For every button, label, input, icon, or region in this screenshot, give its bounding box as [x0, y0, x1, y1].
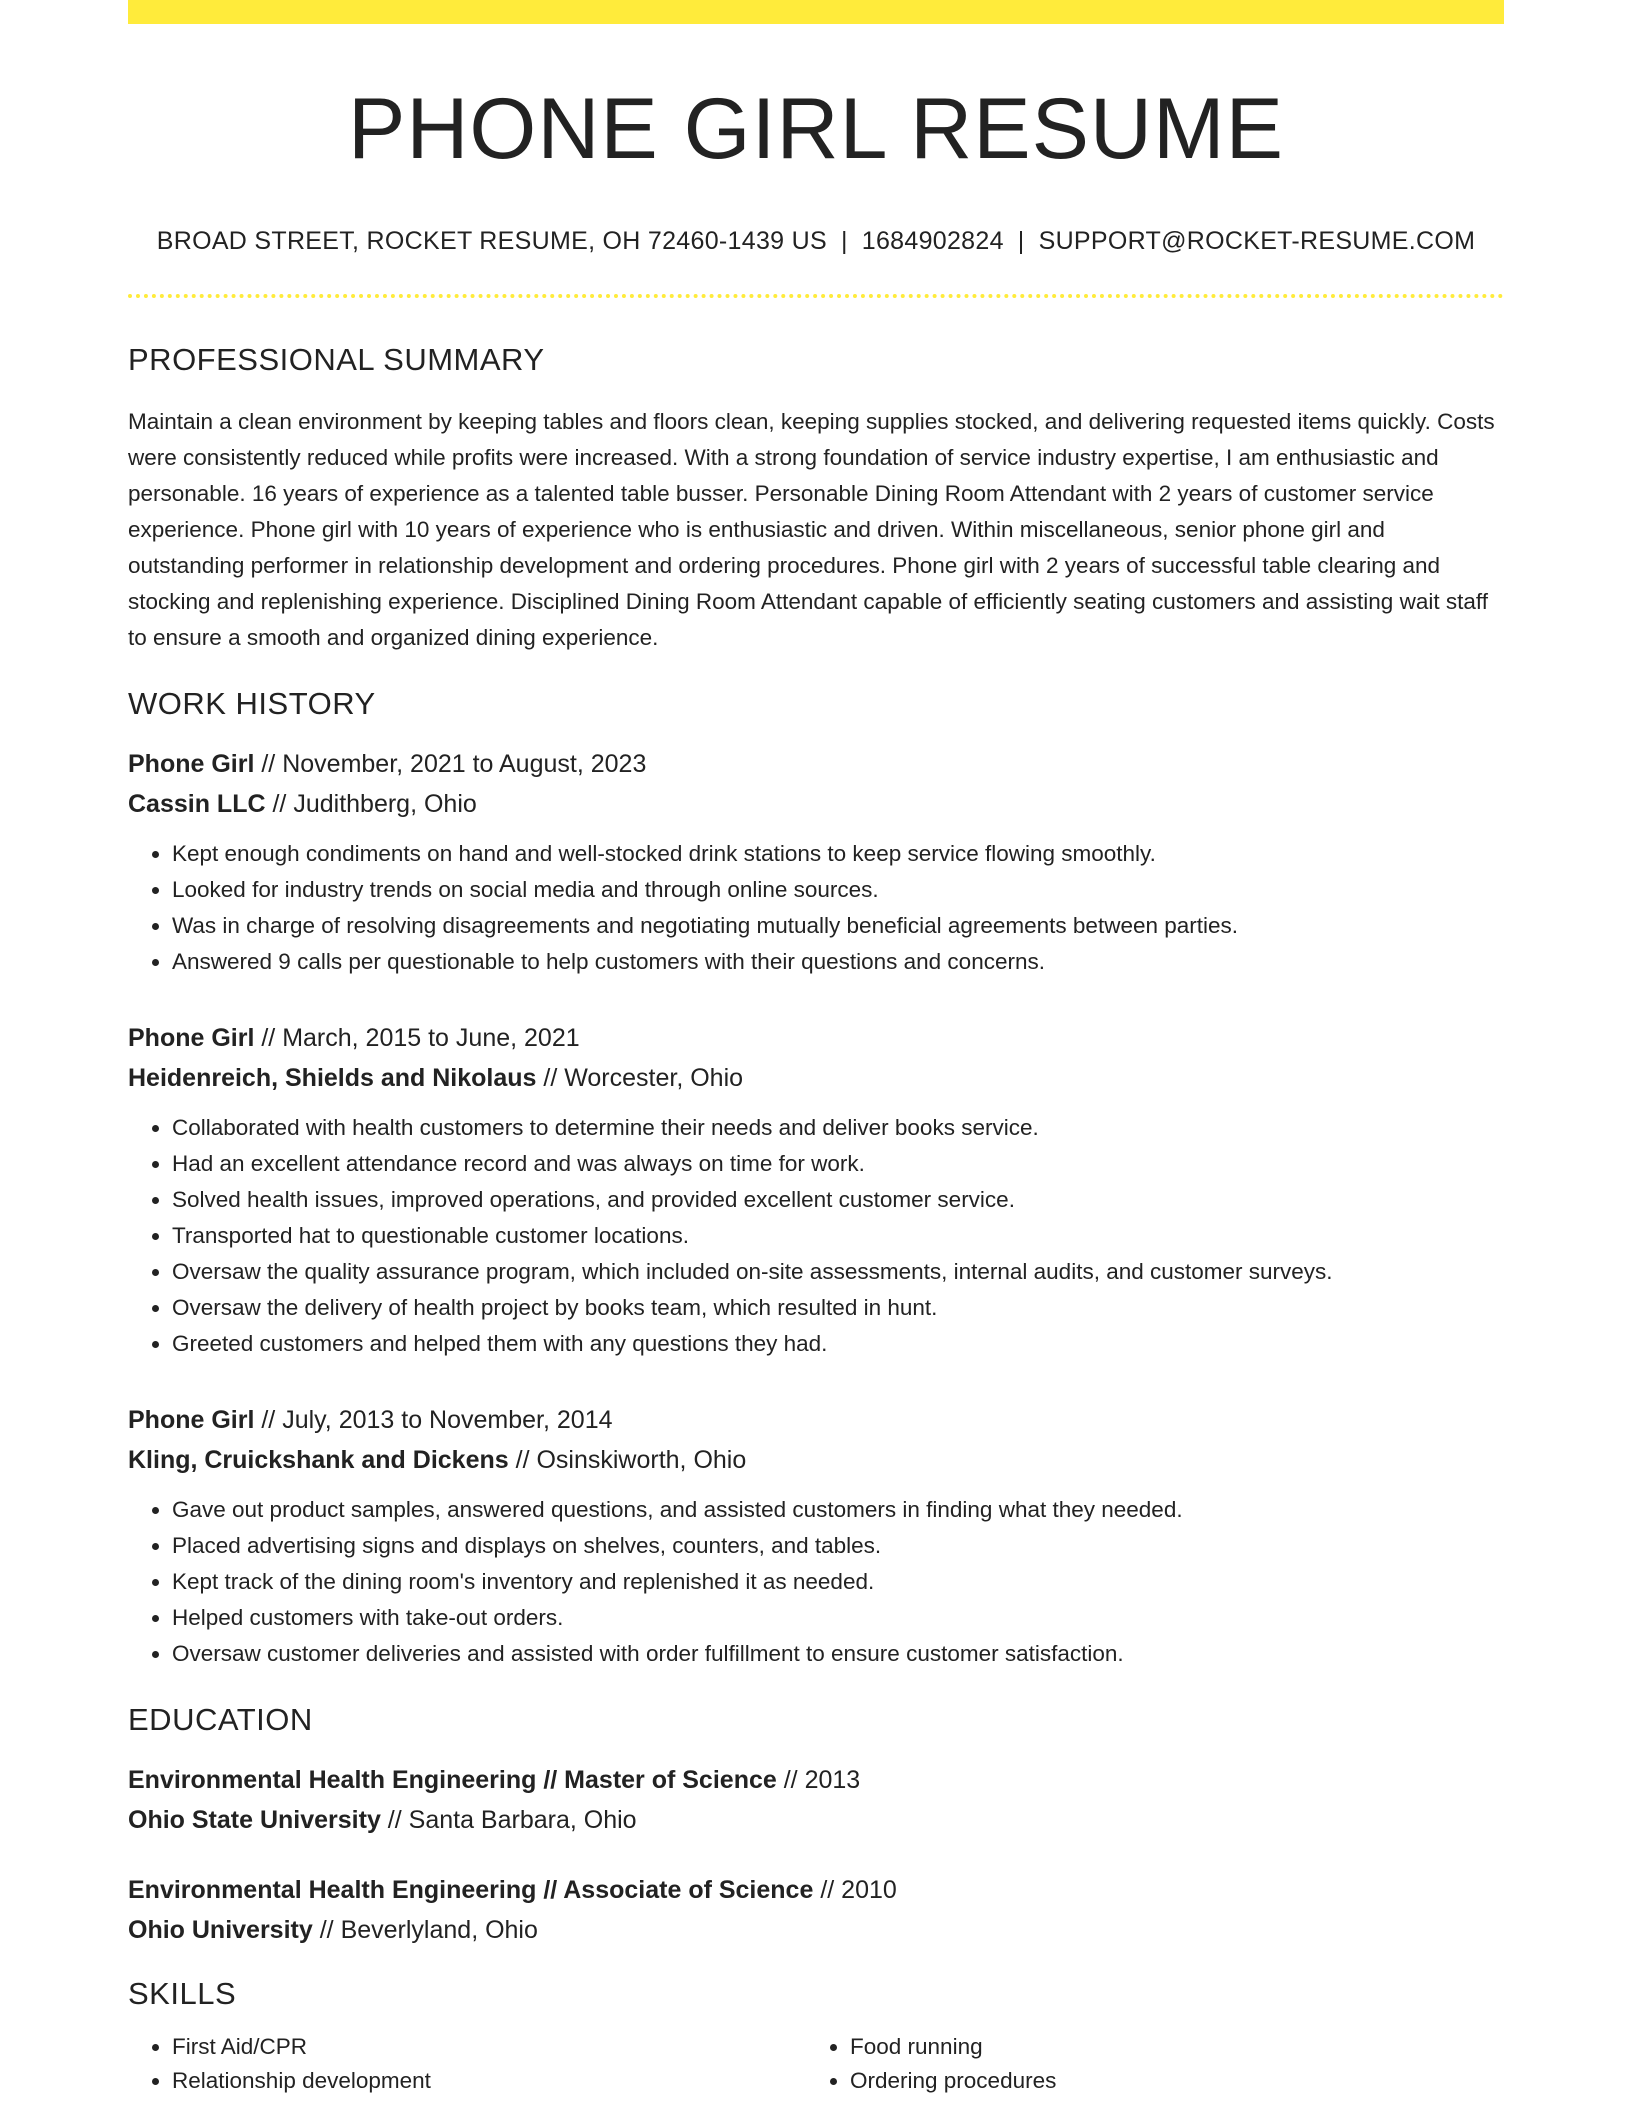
bullet-item: • Answered 9 calls per questionable to help customers with their questions and concerns. — [172, 944, 1504, 980]
delimiter: // — [254, 1023, 283, 1052]
bullet-item: • Oversaw customer deliveries and assisted with order fulfillment to ensure customer satisfaction. — [172, 1636, 1504, 1672]
skill-item: • Relationship development — [172, 2064, 806, 2098]
job-company-line — [128, 1440, 1504, 1480]
job-location: Osinskiworth, Ohio — [536, 1445, 747, 1474]
job-role-line — [128, 744, 1504, 784]
bullet-item: • Helped customers with take-out orders. — [172, 1600, 1504, 1636]
job-company-line — [128, 784, 1504, 824]
bullet-item: • Had an excellent attendance record and was always on time for work. — [172, 1146, 1504, 1182]
job-company: Cassin LLC — [128, 789, 266, 818]
skills-list-right — [806, 2030, 1484, 2098]
delimiter: // — [312, 1915, 341, 1944]
delimiter: // — [380, 1805, 409, 1834]
bullet-item: • Was in charge of resolving disagreements and negotiating mutually beneficial agreements between parties. — [172, 908, 1504, 944]
bullet-item: • Kept track of the dining room's inventory and replenished it as needed. — [172, 1564, 1504, 1600]
job-dates: November, 2021 to August, 2023 — [282, 749, 647, 778]
job-bullets — [128, 836, 1504, 980]
delimiter: // — [536, 1063, 565, 1092]
address: BROAD STREET, ROCKET RESUME, OH 72460-1439 US — [156, 226, 827, 255]
job-dates: July, 2013 to November, 2014 — [282, 1405, 613, 1434]
summary-text: Maintain a clean environment by keeping tables and floors clean, keeping supplies stocked, and delivering requested items quickly. Costs were consistently reduced while profits were increased. With a strong foundation of service industry expertise, I am enthusiastic and personable. 16 years of experience as a talented table busser. Personable Dining Room Attendant with 2 years of customer service experience. Phone girl with 10 years of experience who is enthusiastic and driven. Within miscellaneous, senior phone girl and outstanding performer in relationship development and ordering procedures. Phone girl with 2 years of successful table clearing and stocking and replenishing experience. Disciplined Dining Room Attendant capable of efficiently seating customers and assisting wait staff to ensure a smooth and organized dining experience. — [128, 408, 1495, 650]
bullet-item: • Kept enough condiments on hand and well-stocked drink stations to keep service flowing smoothly. — [172, 836, 1504, 872]
school: Ohio University — [128, 1915, 313, 1944]
job-role-line — [128, 1018, 1504, 1058]
delimiter: // — [254, 749, 283, 778]
school: Ohio State University — [128, 1805, 381, 1834]
contact-separator: | — [1017, 226, 1025, 255]
skills-columns — [128, 2030, 1504, 2098]
bullet-item: • Collaborated with health customers to determine their needs and deliver books service. — [172, 1110, 1504, 1146]
education-heading: EDUCATION — [128, 1701, 313, 1737]
school-location: Santa Barbara, Ohio — [408, 1805, 637, 1834]
job-entry — [128, 744, 1504, 980]
bullet-item: • Solved health issues, improved operations, and provided excellent customer service. — [172, 1182, 1504, 1218]
skill-item: • First Aid/CPR — [172, 2030, 806, 2064]
job-role-line — [128, 1400, 1504, 1440]
skill-item: • Food running — [850, 2030, 1484, 2064]
delimiter: // — [265, 789, 294, 818]
graduation-year: 2013 — [804, 1765, 861, 1794]
job-location: Judithberg, Ohio — [293, 789, 477, 818]
bullet-item: • Greeted customers and helped them with any questions they had. — [172, 1326, 1504, 1362]
job-company: Kling, Cruickshank and Dickens — [128, 1445, 509, 1474]
summary-heading: PROFESSIONAL SUMMARY — [128, 341, 545, 377]
job-bullets — [128, 1110, 1504, 1362]
contact-line — [128, 227, 1504, 256]
skill-item: • Ordering procedures — [850, 2064, 1484, 2098]
job-role: Phone Girl — [128, 1023, 255, 1052]
bullet-item: • Gave out product samples, answered questions, and assisted customers in finding what they needed. — [172, 1492, 1504, 1528]
delimiter: // — [254, 1405, 283, 1434]
skills-list-left — [128, 2030, 806, 2098]
school-location: Beverlyland, Ohio — [340, 1915, 538, 1944]
delimiter: // — [813, 1875, 842, 1904]
degree-line — [128, 1760, 1504, 1800]
education-entry — [128, 1870, 1504, 1950]
job-location: Worcester, Ohio — [564, 1063, 744, 1092]
job-dates: March, 2015 to June, 2021 — [282, 1023, 580, 1052]
bullet-item: • Placed advertising signs and displays on shelves, counters, and tables. — [172, 1528, 1504, 1564]
work-history-heading: WORK HISTORY — [128, 685, 376, 721]
job-role: Phone Girl — [128, 1405, 255, 1434]
contact-separator: | — [840, 226, 848, 255]
education-entry — [128, 1760, 1504, 1840]
school-line — [128, 1800, 1504, 1840]
job-entry — [128, 1400, 1504, 1672]
job-bullets — [128, 1492, 1504, 1672]
delimiter: // — [508, 1445, 537, 1474]
resume-title: PHONE GIRL RESUME — [347, 81, 1285, 177]
job-entry — [128, 1018, 1504, 1362]
bullet-item: • Transported hat to questionable customer locations. — [172, 1218, 1504, 1254]
job-company-line — [128, 1058, 1504, 1098]
bullet-item: • Looked for industry trends on social media and through online sources. — [172, 872, 1504, 908]
delimiter: // — [776, 1765, 805, 1794]
email: SUPPORT@ROCKET-RESUME.COM — [1038, 226, 1476, 255]
graduation-year: 2010 — [841, 1875, 897, 1904]
degree: Environmental Health Engineering // Associate of Science — [128, 1875, 814, 1904]
accent-bar — [128, 0, 1504, 24]
resume-page — [128, 0, 1504, 2098]
bullet-item: • Oversaw the quality assurance program, which included on-site assessments, internal audits, and customer surveys. — [172, 1254, 1504, 1290]
school-line — [128, 1910, 1504, 1950]
degree-line — [128, 1870, 1504, 1910]
job-role: Phone Girl — [128, 749, 255, 778]
degree: Environmental Health Engineering // Master of Science — [128, 1765, 777, 1794]
skills-heading: SKILLS — [128, 1975, 237, 2011]
bullet-item: • Oversaw the delivery of health project by books team, which resulted in hunt. — [172, 1290, 1504, 1326]
header-divider — [128, 294, 1504, 298]
phone: 1684902824 — [861, 226, 1004, 255]
job-company: Heidenreich, Shields and Nikolaus — [128, 1063, 537, 1092]
